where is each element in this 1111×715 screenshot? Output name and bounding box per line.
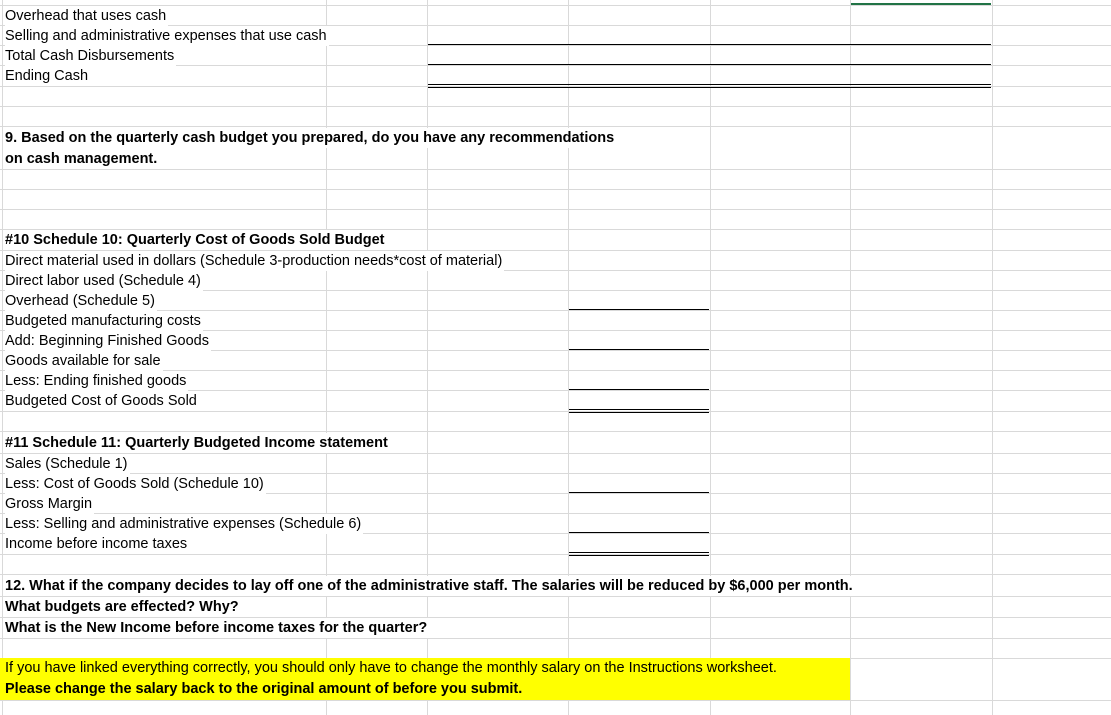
s11-row-sales[interactable]: Sales (Schedule 1) [5,456,128,472]
underline-rule [569,349,709,350]
underline-rule [569,389,709,390]
gridline [0,169,1111,170]
s11-row-selling-admin[interactable]: Less: Selling and administrative expenses (Schedule 6) [5,516,362,532]
question-9-line-2[interactable]: on cash management. [5,151,158,167]
gridline [0,700,1111,701]
highlighted-note [0,658,850,700]
double-underline-rule [569,412,709,413]
gridline [0,126,1111,127]
gridline [2,0,3,715]
cash-row-overhead[interactable]: Overhead that uses cash [5,8,167,24]
s11-row-gross-margin[interactable]: Gross Margin [5,496,93,512]
cash-row-total-disbursements[interactable]: Total Cash Disbursements [5,48,175,64]
cash-row-selling-admin[interactable]: Selling and administrative expenses that use cash [5,28,327,44]
s11-row-cogs[interactable]: Less: Cost of Goods Sold (Schedule 10) [5,476,264,492]
double-underline-rule [569,552,709,553]
double-underline-rule [569,555,709,556]
note-line-1[interactable]: If you have linked everything correctly, you should only have to change the monthly salary on the Instructions worksheet. [5,660,777,676]
double-underline-rule [569,409,709,410]
underline-rule [569,309,709,310]
gridline [0,189,1111,190]
question-12-line-2[interactable]: What budgets are effected? Why? [5,599,239,615]
underline-rule [428,44,991,45]
underline-rule [569,492,709,493]
s10-row-cogs[interactable]: Budgeted Cost of Goods Sold [5,393,197,409]
s10-row-direct-labor[interactable]: Direct labor used (Schedule 4) [5,273,201,289]
gridline [427,0,428,715]
question-9-line-1[interactable]: 9. Based on the quarterly cash budget you prepared, do you have any recommendations [5,130,615,146]
schedule-10-title[interactable]: #10 Schedule 10: Quarterly Cost of Goods Sold Budget [5,232,385,248]
gridline [710,0,711,715]
s10-row-goods-available[interactable]: Goods available for sale [5,353,161,369]
gridline [992,0,993,715]
s10-row-budgeted-mfg-costs[interactable]: Budgeted manufacturing costs [5,313,201,329]
s10-row-beginning-fg[interactable]: Add: Beginning Finished Goods [5,333,209,349]
s11-row-income-before-taxes[interactable]: Income before income taxes [5,536,188,552]
s10-row-ending-fg[interactable]: Less: Ending finished goods [5,373,187,389]
gridline [0,453,1111,454]
underline-rule [569,532,709,533]
gridline [326,0,327,715]
gridline [0,574,1111,575]
s10-row-overhead[interactable]: Overhead (Schedule 5) [5,293,155,309]
underline-rule [428,64,991,65]
s10-row-direct-material[interactable]: Direct material used in dollars (Schedule 3-production needs*cost of material) [5,253,503,269]
note-line-2[interactable]: Please change the salary back to the original amount of before you submit. [5,681,523,697]
gridline [0,106,1111,107]
question-12-line-3[interactable]: What is the New Income before income taxes for the quarter? [5,620,428,636]
gridline [0,411,1111,412]
question-12-line-1[interactable]: 12. What if the company decides to lay off one of the administrative staff. The salaries will be reduced by $6,000 per month. [5,578,853,594]
double-underline-rule [428,87,991,88]
gridline [850,0,851,715]
gridline [0,638,1111,639]
gridline [0,209,1111,210]
gridline [0,554,1111,555]
gridline [568,0,569,715]
schedule-11-title[interactable]: #11 Schedule 11: Quarterly Budgeted Income statement [5,435,388,451]
gridline [0,431,1111,432]
cash-row-ending-cash[interactable]: Ending Cash [5,68,89,84]
active-cell-indicator [851,3,991,5]
double-underline-rule [428,84,991,85]
